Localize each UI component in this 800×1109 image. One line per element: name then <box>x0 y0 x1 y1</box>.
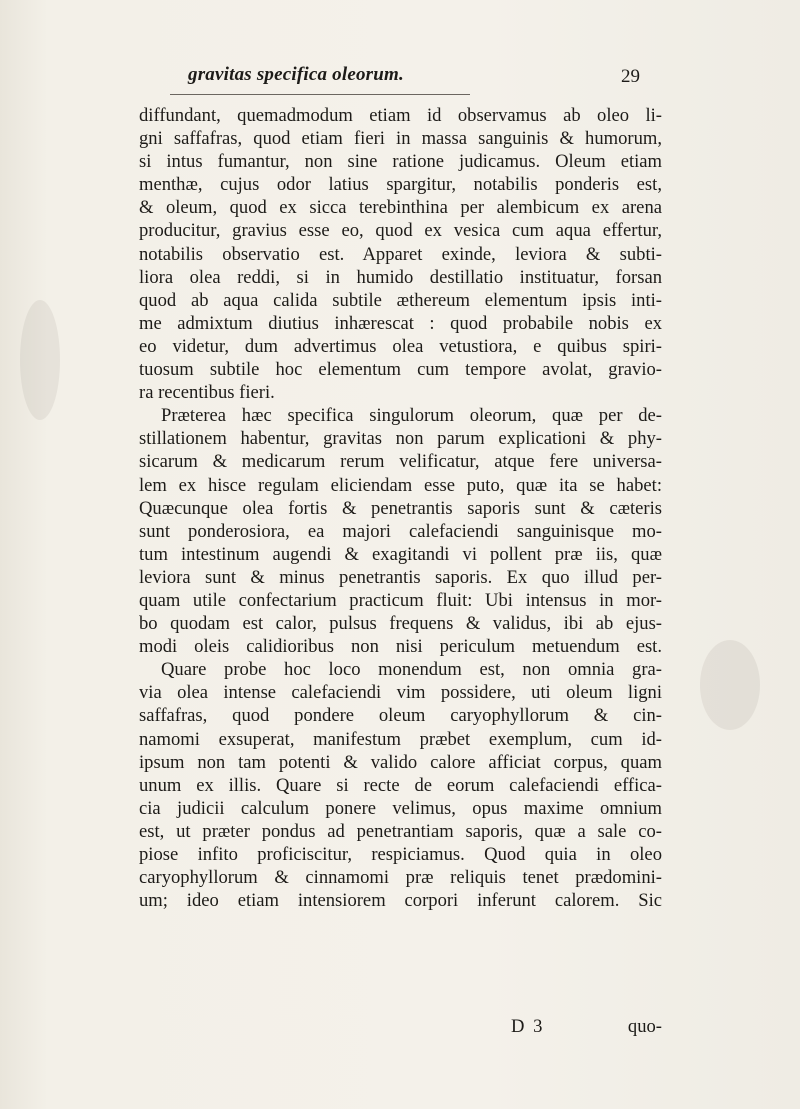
text-line: gni saffafras, quod etiam fieri in massa sanguinis & humorum, <box>139 128 662 150</box>
text-line: saffafras, quod pondere oleum caryophyllorum & cin- <box>139 705 662 727</box>
text-line: est, ut præter pondus ad penetrantiam saporis, quæ a sale co- <box>139 820 662 842</box>
page-header <box>170 62 640 96</box>
page-footer <box>139 1016 662 1042</box>
text-line: Præterea hæc specifica singulorum oleorum, quæ per de- <box>161 405 662 427</box>
body-text <box>139 104 662 912</box>
text-line: unum ex illis. Quare si recte de eorum calefaciendi effica- <box>139 774 662 796</box>
text-line: um; ideo etiam intensiorem corpori inferunt calorem. Sic <box>139 890 662 912</box>
paper-stain <box>700 640 760 730</box>
text-line: cia judicii calculum ponere velimus, opus maxime omnium <box>139 797 662 819</box>
text-line: si intus fumantur, non sine ratione judicamus. Oleum etiam <box>139 151 662 173</box>
catchword: quo- <box>627 1016 662 1037</box>
text-line: menthæ, cujus odor latius spargitur, notabilis ponderis est, <box>139 174 662 196</box>
text-line: bo quodam est calor, pulsus frequens & validus, ibi ab ejus- <box>139 613 662 635</box>
text-line: & oleum, quod ex sicca terebinthina per alembicum ex arena <box>139 197 662 219</box>
text-line: ipsum non tam potenti & valido calore afficiat corpus, quam <box>139 751 662 773</box>
text-line: tum intestinum augendi & exagitandi vi pollent præ iis, quæ <box>139 543 662 565</box>
text-line: leviora sunt & minus penetrantis saporis. Ex quo illud per- <box>139 566 662 588</box>
text-line: via olea intense calefaciendi vim possidere, uti oleum ligni <box>139 682 662 704</box>
text-line: Quæcunque olea fortis & penetrantis saporis sunt & cæteris <box>139 497 662 519</box>
text-line: modi oleis calidioribus non nisi periculum metuendum est. <box>139 636 662 658</box>
running-head: gravitas specifica oleorum. <box>188 64 404 85</box>
text-line: me admixtum diutius inhærescat : quod probabile nobis ex <box>139 312 662 334</box>
text-line: stillationem habentur, gravitas non parum explicationi & phy- <box>139 428 662 450</box>
text-line: sunt ponderosiora, ea majori calefaciendi sanguinisque mo- <box>139 520 662 542</box>
text-line: sicarum & medicarum rerum velificatur, atque fere universa- <box>139 451 662 473</box>
text-line: notabilis observatio est. Apparet exinde, leviora & subti- <box>139 243 662 265</box>
text-line: caryophyllorum & cinnamomi præ reliquis tenet prædomini- <box>139 867 662 889</box>
text-line: lem ex hisce regulam eliciendam esse puto, quæ ita se habet: <box>139 474 662 496</box>
text-line: eo videtur, dum advertimus olea vetustiora, e quibus spiri- <box>139 335 662 357</box>
text-line: piose infito proficiscitur, respiciamus. Quod quia in oleo <box>139 844 662 865</box>
page-number: 29 <box>621 66 640 87</box>
text-line: diffundant, quemadmodum etiam id observamus ab oleo li- <box>139 105 662 126</box>
text-line: quod ab aqua calida subtile æthereum elementum ipsis inti- <box>139 289 662 311</box>
text-line: producitur, gravius esse eo, quod ex vesica cum aqua effertur, <box>139 220 662 242</box>
text-line: tuosum subtile hoc elementum cum tempore avolat, gravio- <box>139 359 662 381</box>
text-line: Quare probe hoc loco monendum est, non omnia gra- <box>161 659 662 681</box>
text-line: quam utile confectarium practicum fluit: Ubi intensus in mor- <box>139 589 662 611</box>
text-line: liora olea reddi, si in humido destillatio instituatur, forsan <box>139 266 662 288</box>
paper-stain <box>20 300 60 420</box>
signature-mark: D 3 <box>511 1016 545 1037</box>
text-line: namomi exsuperat, manifestum præbet exemplum, cum id- <box>139 728 662 750</box>
text-line: ra recentibus fieri. <box>139 382 275 404</box>
header-rule <box>170 94 470 95</box>
